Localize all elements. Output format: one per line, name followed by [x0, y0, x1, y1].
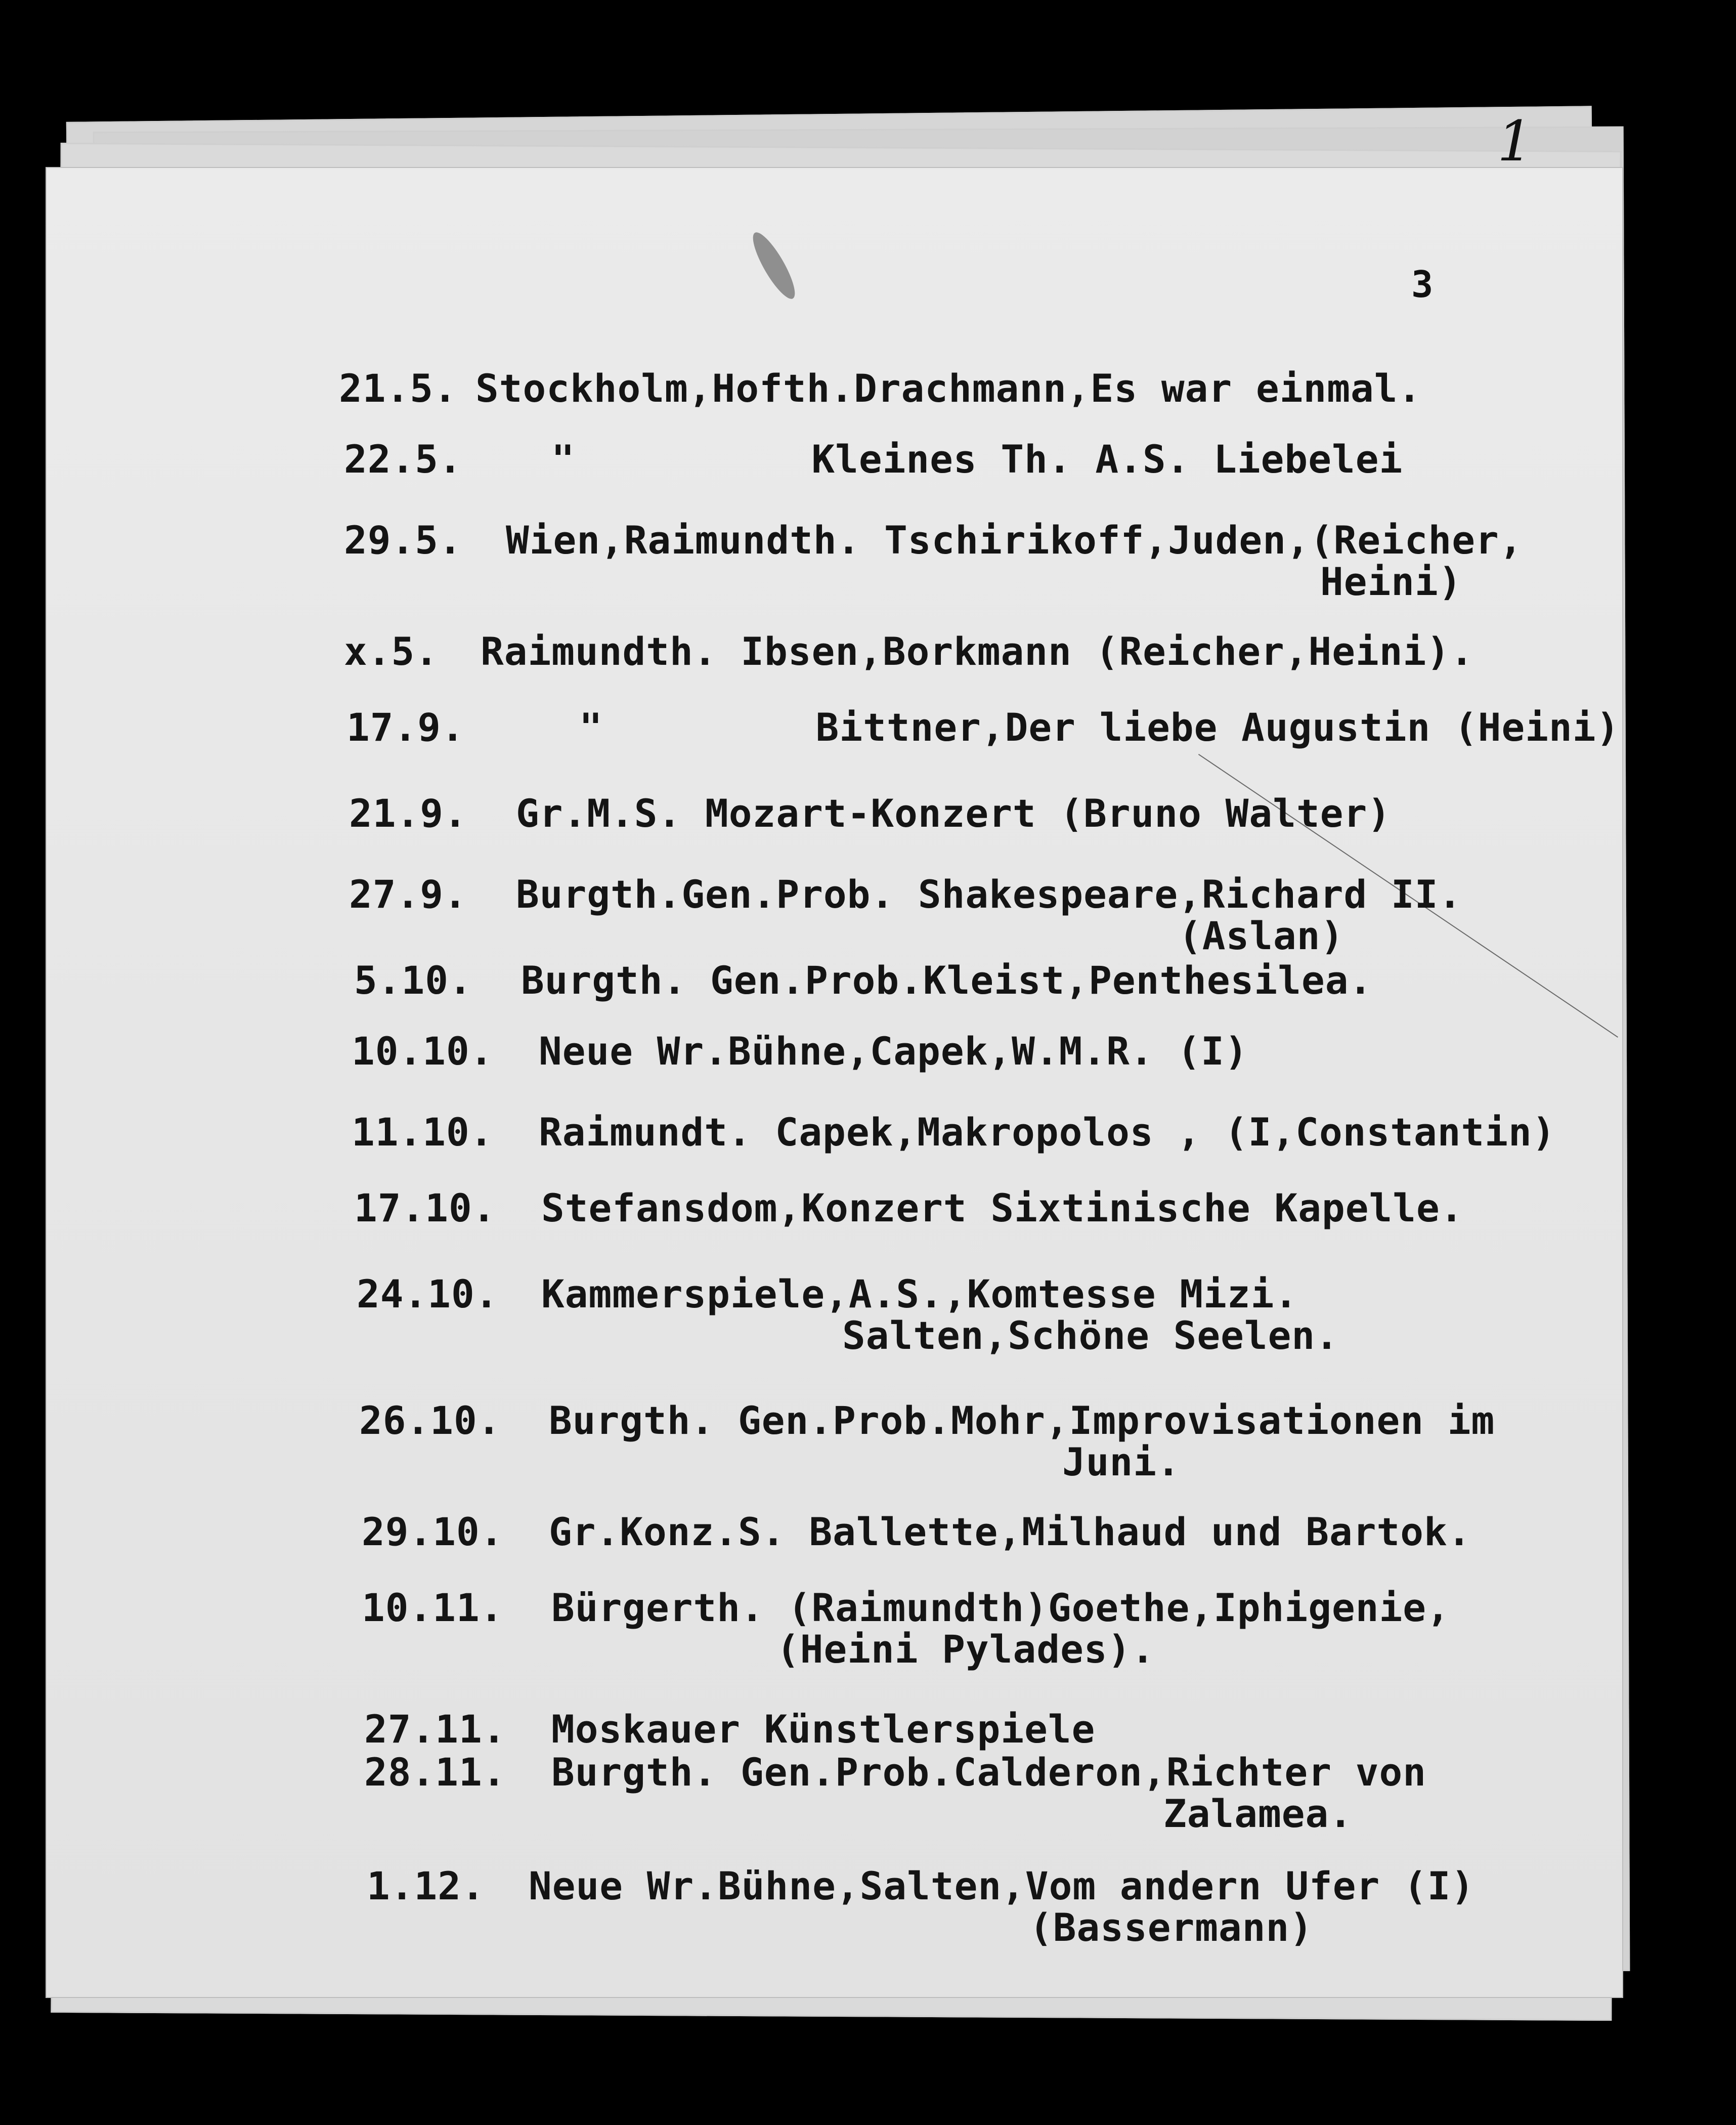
- entry-text: " Bittner,Der liebe Augustin (Heini): [579, 705, 1620, 750]
- entry-text: Burgth. Gen.Prob.Kleist,Penthesilea.: [521, 958, 1373, 1003]
- entry-text: Bürgerth. (Raimundth)Goethe,Iphigenie,: [551, 1585, 1450, 1630]
- entry-date: 21.9.: [349, 791, 467, 836]
- entry-text: Gr.Konz.S. Ballette,Milhaud und Bartok.: [549, 1509, 1471, 1554]
- list-item: [367, 1862, 1475, 2056]
- entry-date: 29.5.: [344, 518, 462, 563]
- entry-date: 1.12.: [367, 1863, 485, 1908]
- entry-date: 21.5.: [339, 366, 457, 411]
- entry-text: Neue Wr.Bühne,Capek,W.M.R. (I): [539, 1029, 1248, 1074]
- entry-date: 29.10.: [362, 1509, 504, 1554]
- entry-text: Burgth. Gen.Prob.Calderon,Richter von: [551, 1750, 1426, 1795]
- entry-date: 10.10.: [352, 1029, 494, 1074]
- entry-text: Raimundt. Capek,Makropolos , (I,Constantin): [539, 1110, 1556, 1155]
- page-number: 3: [1411, 263, 1434, 306]
- entry-text: Burgth. Gen.Prob.Mohr,Improvisationen im: [549, 1398, 1495, 1443]
- entry-continuation: Salten,Schöne Seelen.: [842, 1313, 1339, 1358]
- entry-date: 17.10.: [354, 1185, 496, 1230]
- entry-date: 11.10.: [352, 1110, 494, 1155]
- entry-text: Wien,Raimundth. Tschirikoff,Juden,(Reicher,: [506, 518, 1523, 563]
- entry-date: 5.10.: [354, 958, 472, 1003]
- entry-text: Burgth.Gen.Prob. Shakespeare,Richard II.: [516, 872, 1462, 917]
- entry-date: 22.5.: [344, 437, 462, 482]
- entry-continuation: Zalamea.: [1163, 1791, 1353, 1836]
- entry-date: 27.9.: [349, 872, 467, 917]
- entry-date: 27.11.: [364, 1707, 506, 1752]
- entry-continuation: (Bassermann): [1029, 1905, 1314, 1950]
- entry-text: " Kleines Th. A.S. Liebelei: [551, 437, 1403, 482]
- entry-date: 10.11.: [362, 1585, 504, 1630]
- entry-text: Kammerspiele,A.S.,Komtesse Mizi.: [541, 1271, 1298, 1316]
- entry-text: Moskauer Künstlerspiele: [551, 1707, 1096, 1752]
- entry-date: 28.11.: [364, 1750, 506, 1795]
- handwritten-page-number: 1: [1497, 109, 1533, 174]
- entry-date: 24.10.: [357, 1271, 499, 1316]
- entry-text: Neue Wr.Bühne,Salten,Vom andern Ufer (I): [529, 1863, 1475, 1908]
- entry-continuation: Heini): [1320, 559, 1462, 604]
- entry-text: Stockholm,Hofth.Drachmann,Es war einmal.: [475, 366, 1422, 411]
- entry-date: 17.9.: [346, 705, 465, 750]
- entry-date: x.5.: [344, 629, 439, 674]
- entry-text: Stefansdom,Konzert Sixtinische Kapelle.: [541, 1185, 1464, 1230]
- entry-date: 26.10.: [359, 1398, 501, 1443]
- entry-continuation: (Heini Pylades).: [776, 1627, 1155, 1672]
- entry-text: Raimundth. Ibsen,Borkmann (Reicher,Heini).: [481, 629, 1474, 674]
- entry-continuation: Juni.: [1062, 1439, 1181, 1484]
- entry-text: Gr.M.S. Mozart-Konzert (Bruno Walter): [516, 791, 1391, 836]
- entry-continuation: (Aslan): [1179, 913, 1344, 958]
